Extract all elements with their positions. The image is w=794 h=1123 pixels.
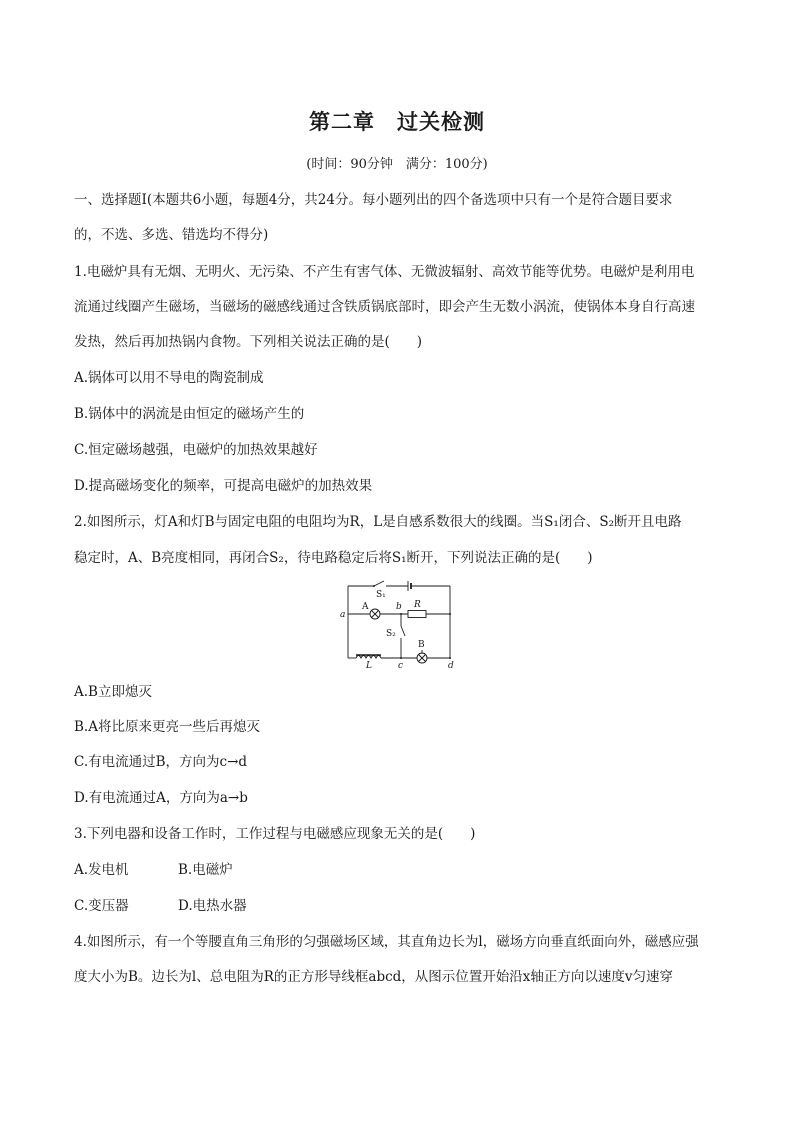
q2-option-a: A.B立即熄灭 xyxy=(74,684,152,700)
label-s2: S₂ xyxy=(386,629,396,639)
q1-option-d: D.提高磁场变化的频率，可提高电磁炉的加热效果 xyxy=(74,478,373,494)
q3-option-d: D.电热水器 xyxy=(178,898,247,914)
label-node-c: c xyxy=(398,661,404,670)
label-node-d: d xyxy=(448,661,454,670)
q3-stem: 3.下列电器和设备工作时，工作过程与电磁感应现象无关的是( ) xyxy=(74,826,476,842)
q4-stem-line-1: 4.如图所示，有一个等腰直角三角形的匀强磁场区域，其直角边长为l，磁场方向垂直纸面向外，磁感应强 xyxy=(74,934,699,950)
exam-info: (时间：90分钟 满分：100分) xyxy=(306,157,488,172)
section-heading-line-1: 一、选择题Ⅰ(本题共6小题，每题4分，共24分。每小题列出的四个备选项中只有一个是符合题目要求 xyxy=(74,192,673,208)
q3-option-b: B.电磁炉 xyxy=(178,862,233,878)
circuit-diagram xyxy=(338,578,464,670)
label-b-lamp: B xyxy=(418,640,425,650)
resistor-icon xyxy=(408,611,426,618)
q1-stem-line-1: 1.电磁炉具有无烟、无明火、无污染、不产生有害气体、无微波辐射、高效节能等优势。电磁炉是利用电 xyxy=(74,264,695,280)
section-heading-line-2: 的，不选、多选、错选均不得分) xyxy=(74,227,269,243)
switch-s1 xyxy=(374,581,384,586)
label-inductor-l: L xyxy=(366,661,372,670)
q1-stem-line-3: 发热，然后再加热锅内食物。下列相关说法正确的是( ) xyxy=(74,334,423,350)
q2-option-b: B.A将比原来更亮一些后再熄灭 xyxy=(74,719,260,735)
q3-option-a: A.发电机 xyxy=(74,862,129,878)
q2-stem-line-2: 稳定时，A、B亮度相同，再闭合S₂，待电路稳定后将S₁断开，下列说法正确的是( ) xyxy=(74,550,593,566)
label-a-lamp: A xyxy=(362,602,369,612)
q3-option-c: C.变压器 xyxy=(74,898,129,914)
label-node-b: b xyxy=(396,602,402,612)
q2-option-d: D.有电流通过A，方向为a→b xyxy=(74,790,248,806)
q1-option-c: C.恒定磁场越强，电磁炉的加热效果越好 xyxy=(74,442,318,458)
label-s1: S₁ xyxy=(376,590,386,600)
label-resistor-r: R xyxy=(414,600,421,610)
switch-s2 xyxy=(401,626,405,636)
q1-option-b: B.锅体中的涡流是由恒定的磁场产生的 xyxy=(74,406,305,422)
label-node-a: a xyxy=(340,610,346,620)
q1-option-a: A.锅体可以用不导电的陶瓷制成 xyxy=(74,370,264,386)
q2-stem-line-1: 2.如图所示，灯A和灯B与固定电阻的电阻均为R，L是自感系数很大的线圈。当S₁闭合、S₂断开且电路 xyxy=(74,514,682,530)
page-title: 第二章 过关检测 xyxy=(309,109,485,134)
q4-stem-line-2: 度大小为B。边长为l、总电阻为R的正方形导线框abcd，从图示位置开始沿x轴正方向以速度v匀速穿 xyxy=(74,969,674,985)
q2-option-c: C.有电流通过B，方向为c→d xyxy=(74,754,248,770)
q1-stem-line-2: 流通过线圈产生磁场，当磁场的磁感线通过含铁质锅底部时，即会产生无数小涡流，使锅体本身自行高速 xyxy=(74,299,695,315)
inductor-icon xyxy=(356,656,381,659)
